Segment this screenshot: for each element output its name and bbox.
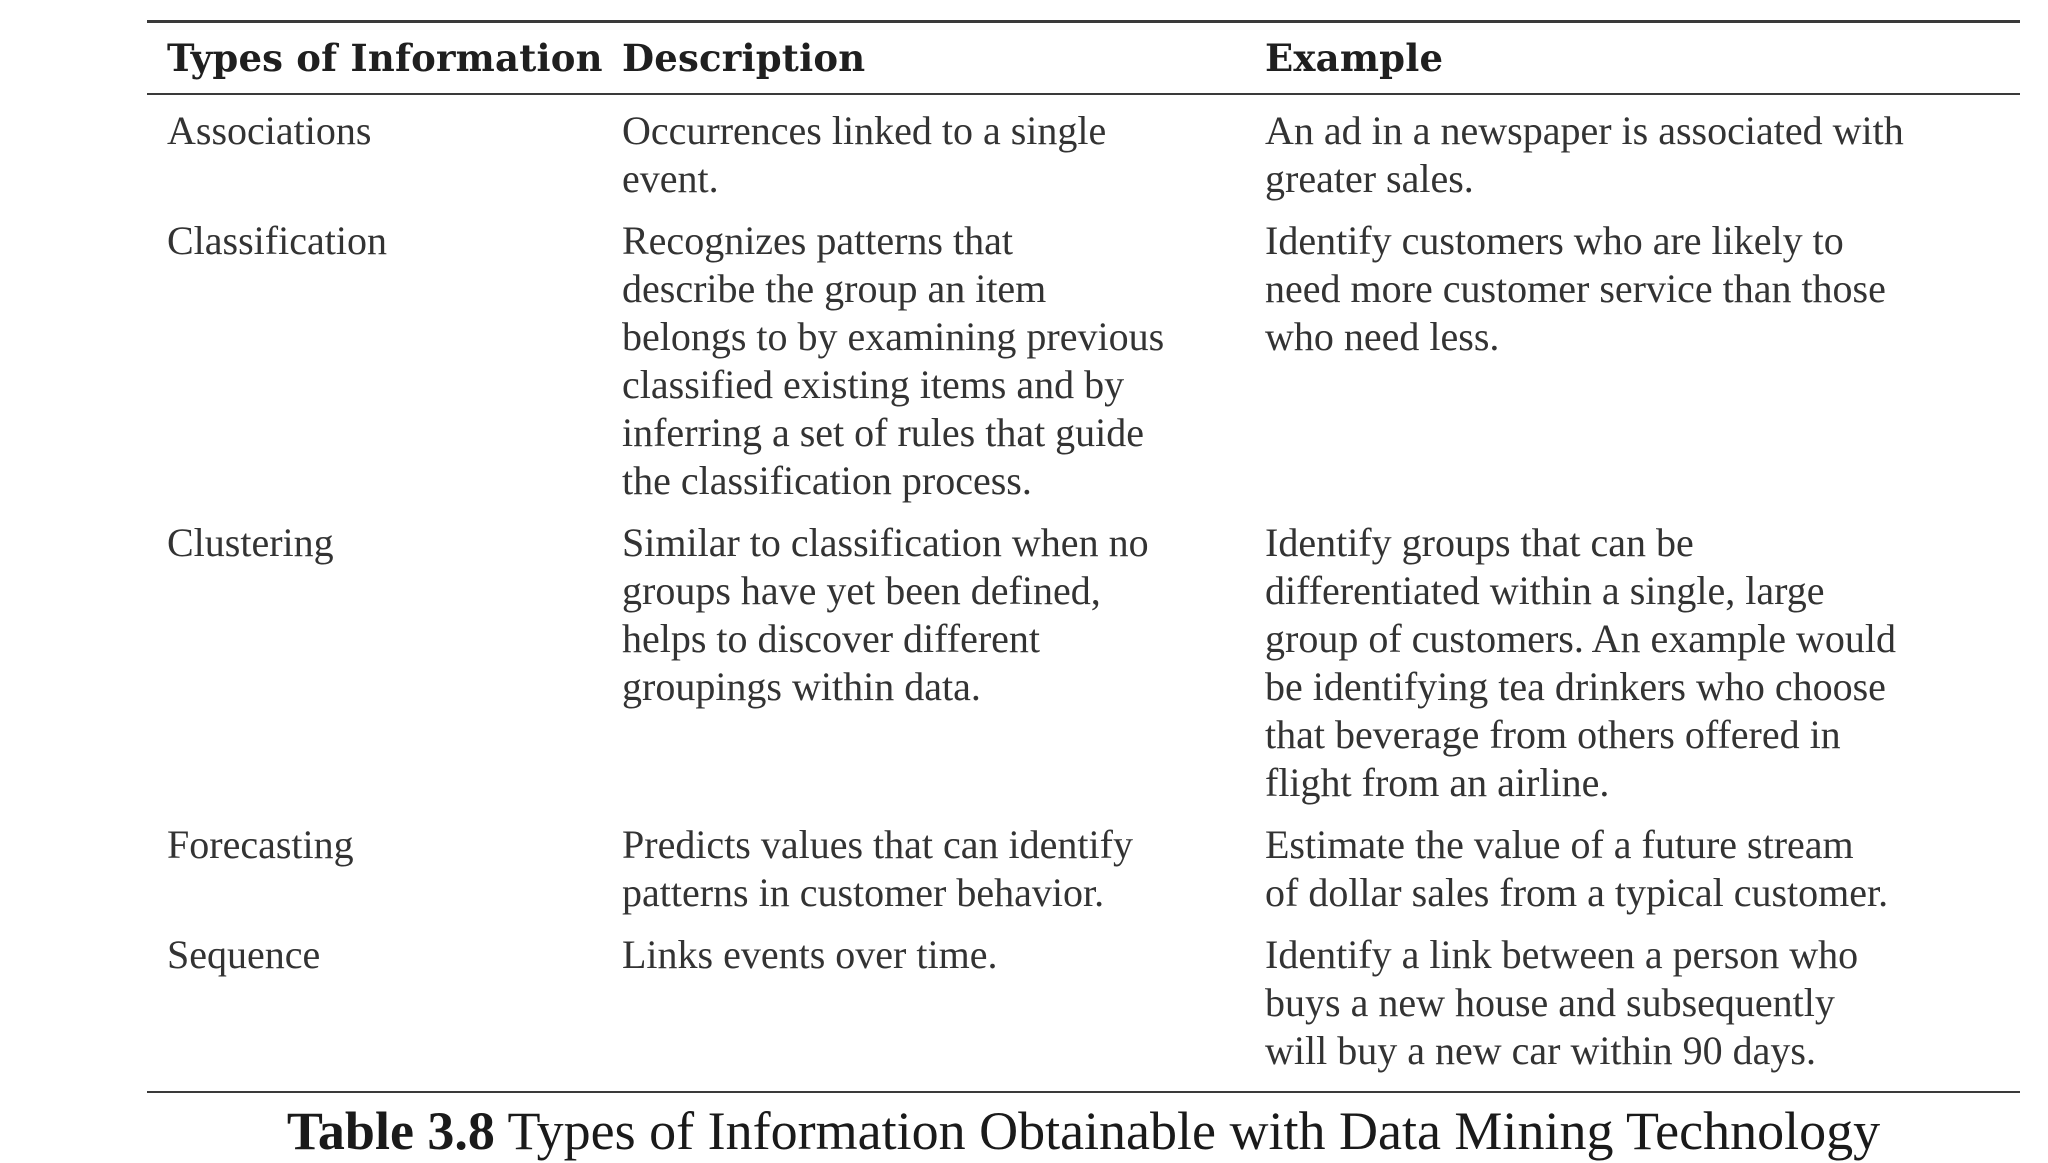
type-cell: Sequence <box>167 932 321 977</box>
bottom-rule <box>147 1091 2020 1093</box>
table-row <box>147 931 2020 1075</box>
example-cell: Identify customers who are likely to need more customer service than those who need less. <box>1265 218 1886 359</box>
header-types-of-information: Types of Information <box>167 36 603 80</box>
caption-number: Table 3.8 <box>286 1101 495 1161</box>
data-mining-table <box>147 20 2020 1163</box>
header-example: Example <box>1265 36 1444 80</box>
header-description: Description <box>622 36 866 80</box>
table-caption <box>147 1099 2020 1163</box>
example-cell: Estimate the value of a future stream of dollar sales from a typical customer. <box>1265 822 1889 915</box>
description-cell: Predicts values that can identify patterns in customer behavior. <box>622 822 1133 915</box>
description-cell: Similar to classification when no groups have yet been defined, helps to discover different groupings within data. <box>622 520 1149 709</box>
description-cell: Recognizes patterns that describe the group an item belongs to by examining previous classified existing items and by inferring a set of rules that guide the classification process. <box>622 218 1165 503</box>
table-row <box>147 217 2020 505</box>
caption-text: Types of Information Obtainable with Data Mining Technology <box>507 1101 1881 1161</box>
description-cell: Occurrences linked to a single event. <box>622 108 1107 201</box>
table-body <box>147 95 2020 1091</box>
type-cell: Associations <box>167 108 372 153</box>
table-header-row <box>147 23 2020 93</box>
table-row <box>147 519 2020 807</box>
example-cell: An ad in a newspaper is associated with greater sales. <box>1265 108 1904 201</box>
table-row <box>147 821 2020 917</box>
type-cell: Clustering <box>167 520 334 565</box>
type-cell: Classification <box>167 218 387 263</box>
type-cell: Forecasting <box>167 822 354 867</box>
example-cell: Identify a link between a person who buys a new house and subsequently will buy a new car within 90 days. <box>1265 932 1859 1073</box>
table-row <box>147 107 2020 203</box>
example-cell: Identify groups that can be differentiated within a single, large group of customers. An example would be identifying tea drinkers who choose that beverage from others offered in flight from an airline. <box>1265 520 1896 805</box>
description-cell: Links events over time. <box>622 932 998 977</box>
